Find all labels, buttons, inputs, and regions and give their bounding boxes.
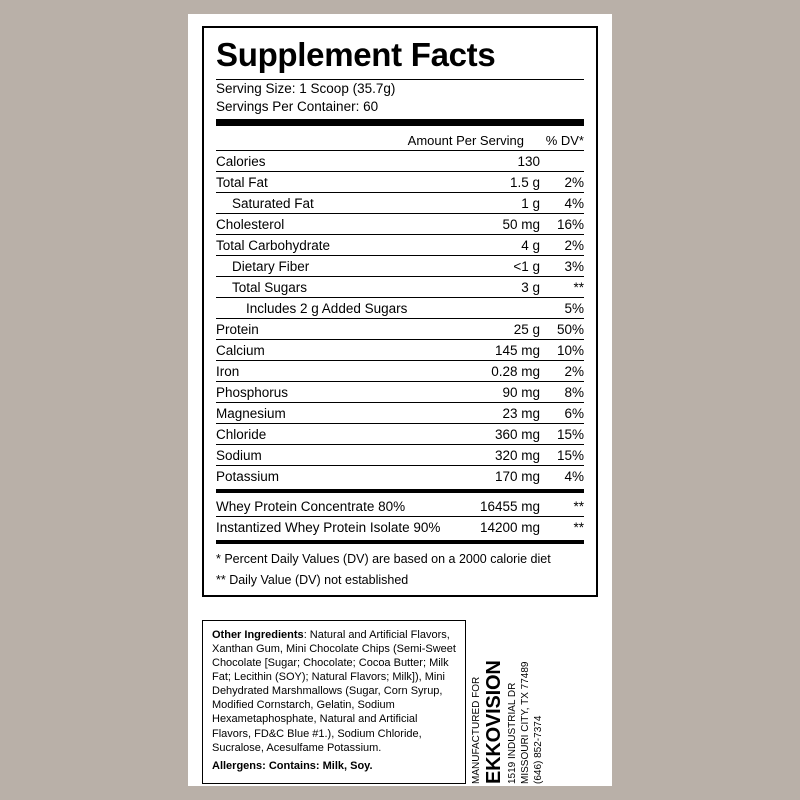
serving-size: Serving Size: 1 Scoop (35.7g): [216, 80, 396, 96]
nutrient-dv: 2%: [540, 172, 584, 193]
footnote-daily-values: * Percent Daily Values (DV) are based on a 2000 calorie diet: [216, 552, 551, 567]
nutrient-dv: 2%: [540, 235, 584, 256]
table-row: [216, 466, 584, 487]
nutrient-name: Dietary Fiber: [216, 256, 408, 277]
table-row: [216, 361, 584, 382]
table-row: [216, 445, 584, 466]
blend-amount: 14200 mg: [479, 519, 540, 535]
nutrient-dv: 8%: [540, 382, 584, 403]
nutrient-name: Total Sugars: [216, 277, 408, 298]
nutrient-dv: [540, 151, 584, 172]
nutrient-name: Iron: [216, 361, 408, 382]
ingredients-body: : Natural and Artificial Flavors, Xanthan Gum, Mini Chocolate Chips (Semi-Sweet Chocolate [Sugar; Chocolate; Cocoa Butter; Milk Fat; Lecithin (SOY); Natural Flavors; Milk]), Mini Dehydrated Marshmallows (Sugar, Corn Syrup, Modified Cornstarch, Gelatin, Sodium Hexametaphosphate, Natural and Artificial Flavors, FD&C Blue #1.), Sodium Chloride, Sucralose, Acesulfame Potassium.: [212, 629, 456, 754]
table-row: [216, 340, 584, 361]
other-ingredients-box: [202, 620, 466, 784]
nutrition-table: [216, 130, 584, 486]
blend-name: Instantized Whey Protein Isolate 90%: [216, 519, 441, 535]
nutrient-name: Chloride: [216, 424, 408, 445]
nutrient-amount: 4 g: [408, 235, 540, 256]
blend-name: Whey Protein Concentrate 80%: [216, 496, 472, 517]
nutrient-name: Protein: [216, 319, 408, 340]
nutrient-dv: 6%: [540, 403, 584, 424]
footnote-not-established: ** Daily Value (DV) not established: [216, 572, 409, 587]
phone-number: (646) 852-7374: [533, 715, 544, 784]
nutrient-dv: 16%: [540, 214, 584, 235]
nutrient-amount: <1 g: [408, 256, 540, 277]
nutrient-dv: 50%: [540, 319, 584, 340]
nutrient-name: Phosphorus: [216, 382, 408, 403]
table-header-row: [216, 130, 584, 151]
footnote-divider: [216, 540, 584, 544]
nutrient-dv: 10%: [540, 340, 584, 361]
table-row: [216, 517, 584, 538]
blend-dv: **: [573, 519, 584, 535]
table-row: [216, 277, 584, 298]
table-row: [216, 151, 584, 172]
table-row: [216, 424, 584, 445]
table-row: [216, 235, 584, 256]
ingredients-text: [212, 628, 457, 755]
nutrient-dv: 15%: [540, 445, 584, 466]
supplement-label-card: [188, 14, 612, 786]
servings-per-container: Servings Per Container: 60: [216, 98, 379, 114]
panel-title: Supplement Facts: [216, 36, 496, 73]
nutrient-dv: 15%: [540, 424, 584, 445]
table-row: [216, 496, 584, 517]
nutrient-name: Total Fat: [216, 172, 408, 193]
table-row: [216, 214, 584, 235]
nutrient-amount: 25 g: [408, 319, 540, 340]
nutrient-amount: 3 g: [408, 277, 540, 298]
blend-divider: [216, 489, 584, 493]
blend-table: [216, 496, 584, 537]
nutrient-dv: **: [540, 277, 584, 298]
nutrient-dv: 3%: [540, 256, 584, 277]
nutrient-amount: 145 mg: [408, 340, 540, 361]
header-dv: % DV*: [540, 130, 584, 151]
nutrient-dv: 4%: [540, 193, 584, 214]
ingredients-heading: Other Ingredients: [212, 629, 304, 641]
nutrient-dv: 2%: [540, 361, 584, 382]
nutrient-amount: 1 g: [408, 193, 540, 214]
nutrient-amount: 23 mg: [408, 403, 540, 424]
nutrient-name: Cholesterol: [216, 214, 408, 235]
nutrient-name: Saturated Fat: [216, 193, 408, 214]
table-row: [216, 403, 584, 424]
nutrient-name: Calcium: [216, 340, 408, 361]
address-line-2: MISSOURI CITY, TX 77489: [520, 661, 531, 784]
nutrient-name: Total Carbohydrate: [216, 235, 408, 256]
nutrient-name: Magnesium: [216, 403, 408, 424]
header-divider-thick: [216, 119, 584, 126]
supplement-facts-panel: [202, 26, 598, 597]
nutrient-amount: 90 mg: [408, 382, 540, 403]
nutrient-amount: 50 mg: [408, 214, 540, 235]
nutrient-amount: [408, 298, 540, 319]
table-row: [216, 193, 584, 214]
nutrient-name: Includes 2 g Added Sugars: [216, 298, 408, 319]
nutrient-amount: 130: [408, 151, 540, 172]
table-row: [216, 256, 584, 277]
address-line-1: 1519 INDUSTRIAL DR: [507, 682, 518, 784]
nutrient-name: Calories: [216, 151, 408, 172]
table-row: [216, 382, 584, 403]
header-blank: [216, 130, 408, 151]
header-amount: Amount Per Serving: [408, 130, 540, 151]
manufactured-for-label: MANUFACTURED FOR: [471, 676, 482, 784]
nutrient-amount: 0.28 mg: [408, 361, 540, 382]
nutrient-dv: 5%: [540, 298, 584, 319]
nutrient-amount: 1.5 g: [408, 172, 540, 193]
table-row: [216, 298, 584, 319]
nutrient-amount: 170 mg: [494, 468, 540, 484]
manufacturer-rotated-text: [470, 620, 545, 784]
nutrient-amount: 360 mg: [408, 424, 540, 445]
manufacturer-block: [470, 620, 598, 784]
table-row: [216, 172, 584, 193]
brand-name: EKKOVISION: [483, 660, 505, 784]
nutrient-amount: 320 mg: [408, 445, 540, 466]
nutrient-name: Potassium: [216, 468, 280, 484]
blend-amount: 16455 mg: [472, 496, 540, 517]
nutrient-name: Sodium: [216, 445, 408, 466]
blend-dv: **: [540, 496, 584, 517]
table-row: [216, 319, 584, 340]
allergens-text: Allergens: Contains: Milk, Soy.: [212, 759, 373, 772]
nutrient-dv: 4%: [564, 468, 584, 484]
